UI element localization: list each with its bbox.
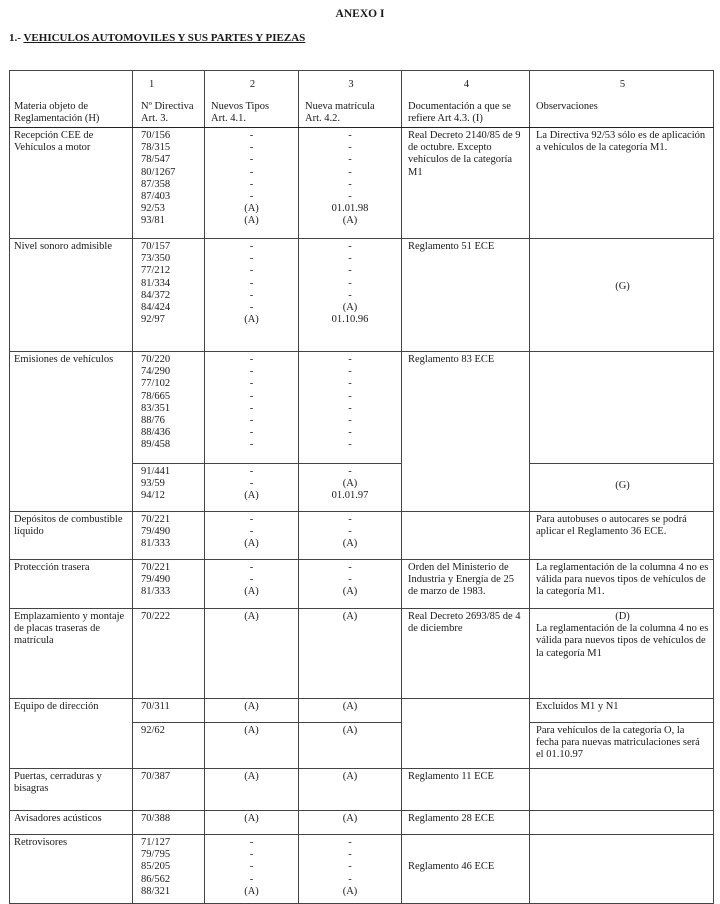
nueva-matricula-cell [299,128,402,239]
nueva-matricula-cell [299,723,402,769]
directiva-number: 81/334 [141,277,171,289]
observaciones-text: Para vehículos de la categoría O, la fecha para nuevas matriculaciones será el 01.10.97 [536,725,700,761]
directiva-number: 92/97 [141,314,165,326]
materia-cell [10,560,133,609]
nuevos-tipos-value: - [249,241,254,252]
directiva-number: 70/157 [141,241,171,252]
nuevos-tipos-cell [205,699,299,723]
documentacion-cell [402,769,530,811]
observaciones-cell [530,464,714,512]
nueva-matricula-value: (A) [342,701,358,712]
nueva-matricula-value: - [348,562,352,573]
directiva-number: 78/547 [141,154,171,166]
nuevos-tipos-value: - [249,178,254,190]
materia-text: Puertas, cerraduras y bisagras [14,771,102,795]
header-line: Art. 3. [141,113,169,125]
directiva-number: 77/102 [141,378,171,390]
nuevos-tipos-value: - [249,390,254,402]
nuevos-tipos-value: - [249,154,254,166]
nuevos-tipos-value: - [249,190,254,202]
documentacion-text: Reglamento 28 ECE [408,813,495,824]
header-line: Art. 4.2. [305,113,340,125]
directiva-number: 78/315 [141,142,171,154]
nueva-matricula-value: - [348,241,352,252]
documentacion-cell [402,512,530,560]
documentacion-cell [402,128,530,239]
header-line: Observaciones [536,101,598,113]
nuevos-tipos-value: - [249,574,254,586]
directiva-number: 70/388 [141,813,171,824]
documentacion-cell [402,811,530,835]
materia-cell [10,699,133,723]
header-observaciones [530,71,714,128]
materia-text: Emplazamiento y montaje de placas traseras de matrícula [14,611,125,647]
directiva-number: 86/562 [141,873,171,885]
nueva-matricula-value: (A) [342,611,358,622]
nuevos-tipos-value: (A) [244,490,259,502]
header-materia [10,71,133,128]
nueva-matricula-value: - [348,402,352,414]
nuevos-tipos-value: - [249,378,254,390]
nueva-matricula-value: 01.10.96 [331,314,369,326]
nuevos-tipos-value: - [249,837,254,848]
header-line: refiere Art 4.3. (I) [408,113,483,125]
observaciones-mark: (D) [615,611,630,622]
directiva-number: 71/127 [141,837,171,848]
nuevos-tipos-value: - [249,562,254,573]
observaciones-cell [530,699,714,723]
documentacion-text: Reglamento 46 ECE [408,861,495,872]
nuevos-tipos-cell [205,723,299,769]
observaciones-text: Para autobuses o autocares se podrá aplicar el Reglamento 36 ECE. [536,514,687,538]
nuevos-tipos-value: (A) [244,586,259,598]
documentacion-text: Orden del Ministerio de Industria y Energía de 25 de marzo de 1983. [408,562,514,598]
regulation-table [9,70,714,904]
header-line: Documentación a que se [408,101,511,113]
observaciones-cell [530,835,714,904]
nuevos-tipos-value: (A) [244,538,259,550]
directiva-number: 70/387 [141,771,171,782]
materia-cell [10,512,133,560]
materia-cell [10,835,133,904]
nueva-matricula-value: - [348,439,352,451]
documentacion-cell [402,835,530,904]
nuevos-tipos-value: (A) [244,725,259,736]
directiva-number: 70/222 [141,611,171,622]
observaciones-mark: (G) [615,281,630,292]
nueva-matricula-value: - [348,390,352,402]
directiva-cell [133,835,205,904]
directiva-cell [133,352,205,464]
directiva-number: 70/220 [141,354,171,365]
nueva-matricula-value: - [348,427,352,439]
header-col-number: 5 [619,79,626,90]
nueva-matricula-value: - [348,466,352,477]
nueva-matricula-value: - [348,873,352,885]
directiva-number: 92/53 [141,203,165,215]
directiva-cell [133,723,205,769]
directiva-number: 70/156 [141,130,171,141]
nueva-matricula-value: (A) [342,538,358,550]
header-nueva-matricula [299,71,402,128]
documentacion-text: Reglamento 83 ECE [408,354,495,365]
table-row [10,811,714,835]
directiva-number: 77/212 [141,265,171,277]
documentacion-text: Reglamento 11 ECE [408,771,494,782]
header-col-number: 3 [348,79,354,90]
nueva-matricula-cell [299,464,402,512]
nueva-matricula-value: - [348,354,352,365]
directiva-number: 92/62 [141,725,165,736]
nueva-matricula-cell [299,512,402,560]
directiva-number: 84/372 [141,289,171,301]
table-row [10,464,714,512]
directiva-number: 84/424 [141,301,171,313]
nueva-matricula-value: (A) [342,215,358,227]
table-row [10,699,714,723]
nuevos-tipos-value: - [249,849,254,861]
nueva-matricula-value: - [348,574,352,586]
directiva-number: 85/205 [141,861,171,873]
directiva-cell [133,560,205,609]
documentacion-cell [402,560,530,609]
nuevos-tipos-value: - [249,402,254,414]
section-name: VEHICULOS AUTOMOVILES Y SUS PARTES Y PIEZAS [23,32,306,44]
documentacion-cell [402,699,530,723]
nuevos-tipos-value: (A) [244,215,259,227]
nueva-matricula-value: 01.01.98 [331,203,369,215]
nuevos-tipos-value: - [249,277,254,289]
directiva-number: 81/333 [141,586,171,598]
nueva-matricula-value: - [348,514,352,525]
nuevos-tipos-value: (A) [244,885,259,897]
table-row [10,239,714,352]
nueva-matricula-value: - [348,837,352,848]
directiva-number: 78/665 [141,390,171,402]
directiva-number: 79/490 [141,526,171,538]
nueva-matricula-value: 01.01.97 [331,490,369,502]
nuevos-tipos-cell [205,352,299,464]
directiva-number: 70/221 [141,562,171,573]
materia-cell [10,352,133,464]
directiva-cell [133,128,205,239]
nueva-matricula-value: - [348,178,352,190]
nueva-matricula-value: - [348,265,352,277]
directiva-number: 80/1267 [141,166,176,178]
observaciones-mark: (G) [615,480,630,491]
nueva-matricula-cell [299,239,402,352]
nuevos-tipos-value: - [249,427,254,439]
nuevos-tipos-value: (A) [244,813,259,824]
nueva-matricula-cell [299,560,402,609]
header-col-number: 4 [463,79,470,90]
observaciones-cell [530,609,714,699]
directiva-number: 74/290 [141,366,171,378]
nuevos-tipos-cell [205,464,299,512]
nueva-matricula-value: (A) [342,885,358,897]
nueva-matricula-value: - [348,253,352,265]
header-nuevos-tipos [205,71,299,128]
observaciones-cell [530,723,714,769]
directiva-cell [133,464,205,512]
nueva-matricula-value: - [348,861,352,873]
observaciones-cell [530,239,714,352]
header-line: Materia objeto de [14,101,89,113]
materia-cell [10,723,133,769]
materia-cell [10,769,133,811]
nueva-matricula-cell [299,769,402,811]
nuevos-tipos-cell [205,769,299,811]
observaciones-text: La reglamentación de la columna 4 no es válida para nuevos tipos de vehículos de la categoría M1 [536,623,709,659]
nuevos-tipos-value: - [249,301,254,313]
nuevos-tipos-value: - [249,861,254,873]
annex-title: ANEXO I [335,8,385,20]
nuevos-tipos-value: - [249,354,254,365]
header-directiva [133,71,205,128]
table-header-row [10,71,714,128]
section-number: 1.- [9,32,21,44]
documentacion-cell [402,723,530,769]
nueva-matricula-value: - [348,130,352,141]
nuevos-tipos-value: (A) [244,611,259,622]
nueva-matricula-cell [299,609,402,699]
documentacion-cell [402,464,530,512]
observaciones-cell [530,352,714,464]
directiva-number: 70/221 [141,514,171,525]
materia-text: Emisiones de vehículos [14,354,114,365]
header-col-number: 1 [149,79,155,90]
nueva-matricula-value: - [348,414,352,426]
directiva-number: 83/351 [141,402,171,414]
nueva-matricula-value: - [348,277,352,289]
directiva-number: 79/795 [141,849,171,861]
nuevos-tipos-value: - [249,526,254,538]
nuevos-tipos-value: - [249,873,254,885]
table-row [10,560,714,609]
directiva-cell [133,811,205,835]
materia-text: Depósitos de combustible líquido [14,514,123,538]
materia-text: Equipo de dirección [14,701,99,712]
nuevos-tipos-cell [205,128,299,239]
nueva-matricula-value: - [348,366,352,378]
nuevos-tipos-cell [205,835,299,904]
nuevos-tipos-value: - [249,142,254,154]
documentacion-cell [402,352,530,464]
nueva-matricula-value: - [348,526,352,538]
nueva-matricula-value: - [348,289,352,301]
documentacion-text: Real Decreto 2140/85 de 9 de octubre. Excepto vehículos de la categoría M1 [408,130,521,178]
directiva-cell [133,769,205,811]
nueva-matricula-value: - [348,190,352,202]
observaciones-cell [530,512,714,560]
observaciones-cell [530,769,714,811]
nuevos-tipos-cell [205,811,299,835]
materia-cell [10,609,133,699]
nueva-matricula-value: (A) [342,725,358,736]
directiva-cell [133,512,205,560]
nueva-matricula-value: - [348,154,352,166]
materia-text: Avisadores acústicos [14,813,102,824]
materia-text: Protección trasera [14,562,90,573]
header-line: Nuevos Tipos [211,101,270,113]
materia-text: Recepción CEE de Vehículos a motor [14,130,94,154]
nueva-matricula-cell [299,699,402,723]
directiva-number: 70/311 [141,701,170,712]
table-row [10,835,714,904]
directiva-number: 88/436 [141,427,171,439]
materia-text: Retrovisores [14,837,68,848]
documentacion-cell [402,239,530,352]
observaciones-cell [530,128,714,239]
nueva-matricula-value: (A) [342,813,358,824]
directiva-cell [133,239,205,352]
nuevos-tipos-cell [205,609,299,699]
nuevos-tipos-value: - [249,466,254,477]
documentacion-text: Real Decreto 2693/85 de 4 de diciembre [408,611,521,635]
nuevos-tipos-value: (A) [244,701,259,712]
header-line: Nº Directiva [141,101,194,113]
table-row [10,512,714,560]
directiva-number: 88/76 [141,414,165,426]
directiva-number: 93/59 [141,478,165,490]
header-line: Art. 4.1. [211,113,246,125]
directiva-cell [133,609,205,699]
nuevos-tipos-cell [205,239,299,352]
table-row [10,128,714,239]
directiva-number: 79/490 [141,574,171,586]
nueva-matricula-value: - [348,142,352,154]
header-line: Reglamentación (H) [14,113,100,125]
directiva-number: 88/321 [141,885,171,897]
nuevos-tipos-value: - [249,478,254,490]
materia-cell [10,128,133,239]
directiva-number: 89/458 [141,439,171,451]
directiva-number: 87/358 [141,178,171,190]
nuevos-tipos-value: - [249,514,254,525]
materia-text: Nivel sonoro admisible [14,241,112,252]
nueva-matricula-value: (A) [342,478,358,490]
nueva-matricula-cell [299,352,402,464]
nueva-matricula-value: (A) [342,586,358,598]
nueva-matricula-cell [299,835,402,904]
nueva-matricula-value: - [348,849,352,861]
nueva-matricula-cell [299,811,402,835]
nuevos-tipos-value: - [249,265,254,277]
table-row [10,352,714,464]
observaciones-text: La reglamentación de la columna 4 no es válida para nuevos tipos de vehículos de la categoría M1. [536,562,709,598]
observaciones-text: Excluidos M1 y N1 [536,701,619,712]
nuevos-tipos-value: - [249,366,254,378]
nuevos-tipos-value: - [249,253,254,265]
directiva-number: 94/12 [141,490,165,502]
observaciones-text: La Directiva 92/53 sólo es de aplicación a vehículos de la categoría M1. [536,130,706,154]
directiva-number: 73/350 [141,253,171,265]
header-line: Nueva matrícula [305,101,375,113]
directiva-cell [133,699,205,723]
observaciones-cell [530,560,714,609]
documentacion-cell [402,609,530,699]
nuevos-tipos-value: - [249,166,254,178]
materia-cell [10,239,133,352]
nuevos-tipos-cell [205,560,299,609]
table-row [10,769,714,811]
directiva-number: 87/403 [141,190,171,202]
header-documentacion [402,71,530,128]
directiva-number: 81/333 [141,538,171,550]
table-row [10,609,714,699]
observaciones-cell [530,811,714,835]
materia-cell [10,811,133,835]
nueva-matricula-value: - [348,378,352,390]
nuevos-tipos-cell [205,512,299,560]
nuevos-tipos-value: - [249,130,254,141]
documentacion-text: Reglamento 51 ECE [408,241,495,252]
nuevos-tipos-value: (A) [244,771,259,782]
nueva-matricula-value: (A) [342,301,358,313]
nuevos-tipos-value: - [249,289,254,301]
nueva-matricula-value: (A) [342,771,358,782]
directiva-number: 91/441 [141,466,171,477]
nuevos-tipos-value: (A) [244,203,259,215]
nuevos-tipos-value: - [249,414,254,426]
directiva-number: 93/81 [141,215,165,227]
nuevos-tipos-value: (A) [244,314,259,326]
nuevos-tipos-value: - [249,439,254,451]
materia-cell [10,464,133,512]
nueva-matricula-value: - [348,166,352,178]
header-col-number: 2 [249,79,256,90]
section-title [9,32,305,44]
table-row [10,723,714,769]
